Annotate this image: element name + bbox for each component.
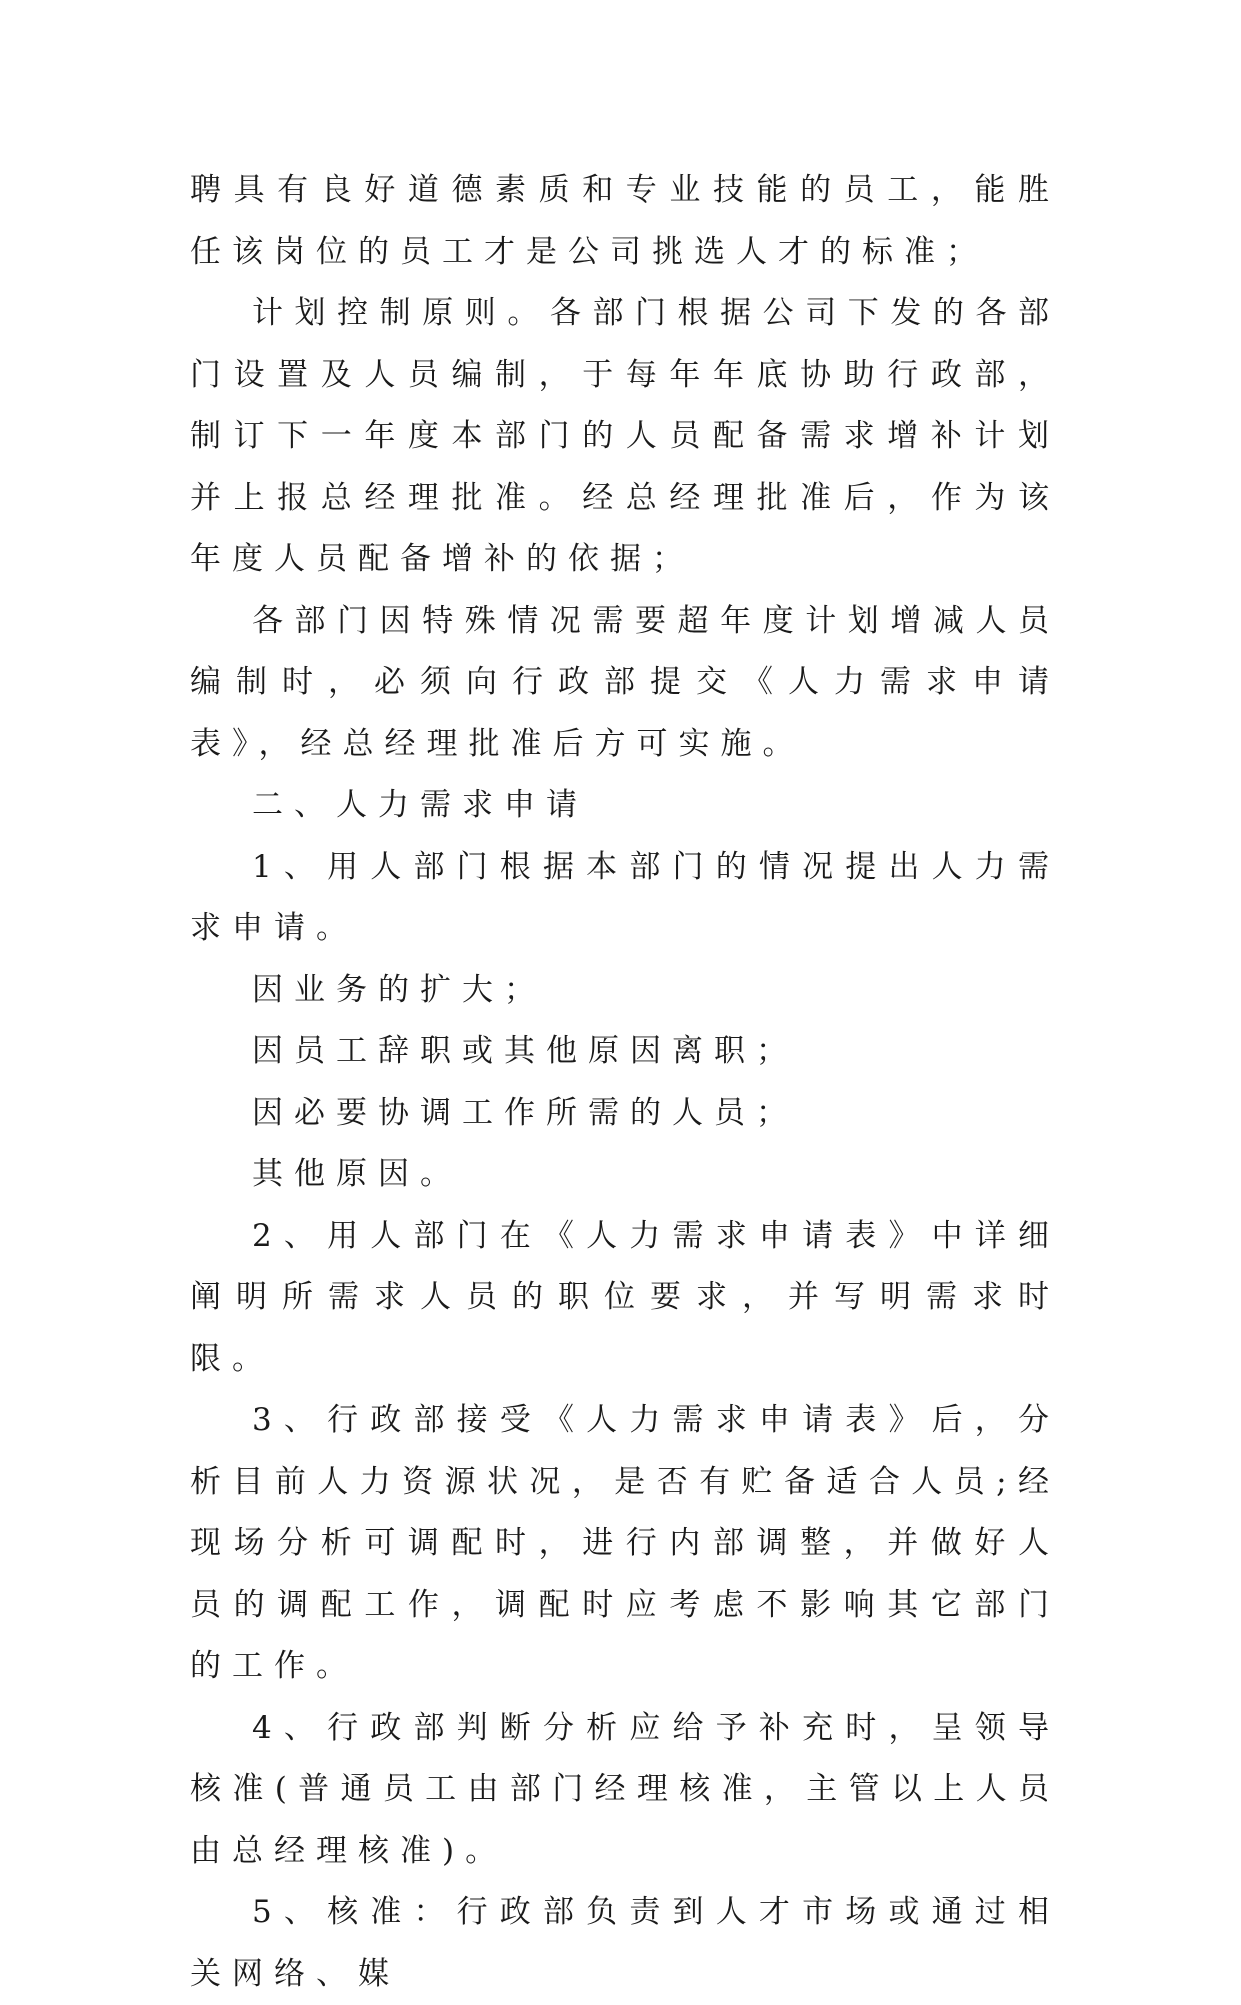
paragraph-reason-resignation: 因员工辞职或其他原因离职； xyxy=(252,1033,798,1069)
paragraph-special-circumstances: 各部门因特殊情况需要超年度计划增减人员编制时，必须向行政部提交《人力需求申请表》，经总经理批准后方可实施。 xyxy=(190,602,1060,762)
paragraph-reason-expansion: 因业务的扩大； xyxy=(252,971,546,1008)
paragraph-item-4: 4、行政部判断分析应给予补充时，呈领导核准(普通员工由部门经理核准，主管以上人员由总经理核准)。 xyxy=(190,1709,1060,1869)
paragraph-hiring-standard: 聘具有良好道德素质和专业技能的员工，能胜任该岗位的员工才是公司挑选人才的标准； xyxy=(190,172,1060,270)
paragraph-reason-coordination: 因必要协调工作所需的人员； xyxy=(252,1094,798,1131)
section-heading-manpower-request: 二、人力需求申请 xyxy=(252,787,588,823)
paragraph-item-5: 5、核准：行政部负责到人才市场或通过相关网络、媒 xyxy=(190,1894,1060,1992)
paragraph-item-1: 1、用人部门根据本部门的情况提出人力需求申请。 xyxy=(190,848,1060,946)
paragraph-item-2: 2、用人部门在《人力需求申请表》中详细阐明所需求人员的职位要求，并写明需求时限。 xyxy=(190,1217,1060,1377)
paragraph-reason-other: 其他原因。 xyxy=(252,1156,462,1192)
paragraph-planning-principle: 计划控制原则。各部门根据公司下发的各部门设置及人员编制，于每年年底协助行政部，制订下一年度本部门的人员配备需求增补计划并上报总经理批准。经总经理批准后，作为该年度人员配备增补的依据； xyxy=(190,295,1060,577)
paragraph-item-3: 3、行政部接受《人力需求申请表》后，分析目前人力资源状况，是否有贮备适合人员;经现场分析可调配时，进行内部调整，并做好人员的调配工作，调配时应考虑不影响其它部门的工作。 xyxy=(190,1402,1060,1684)
document-body xyxy=(190,160,1060,2005)
